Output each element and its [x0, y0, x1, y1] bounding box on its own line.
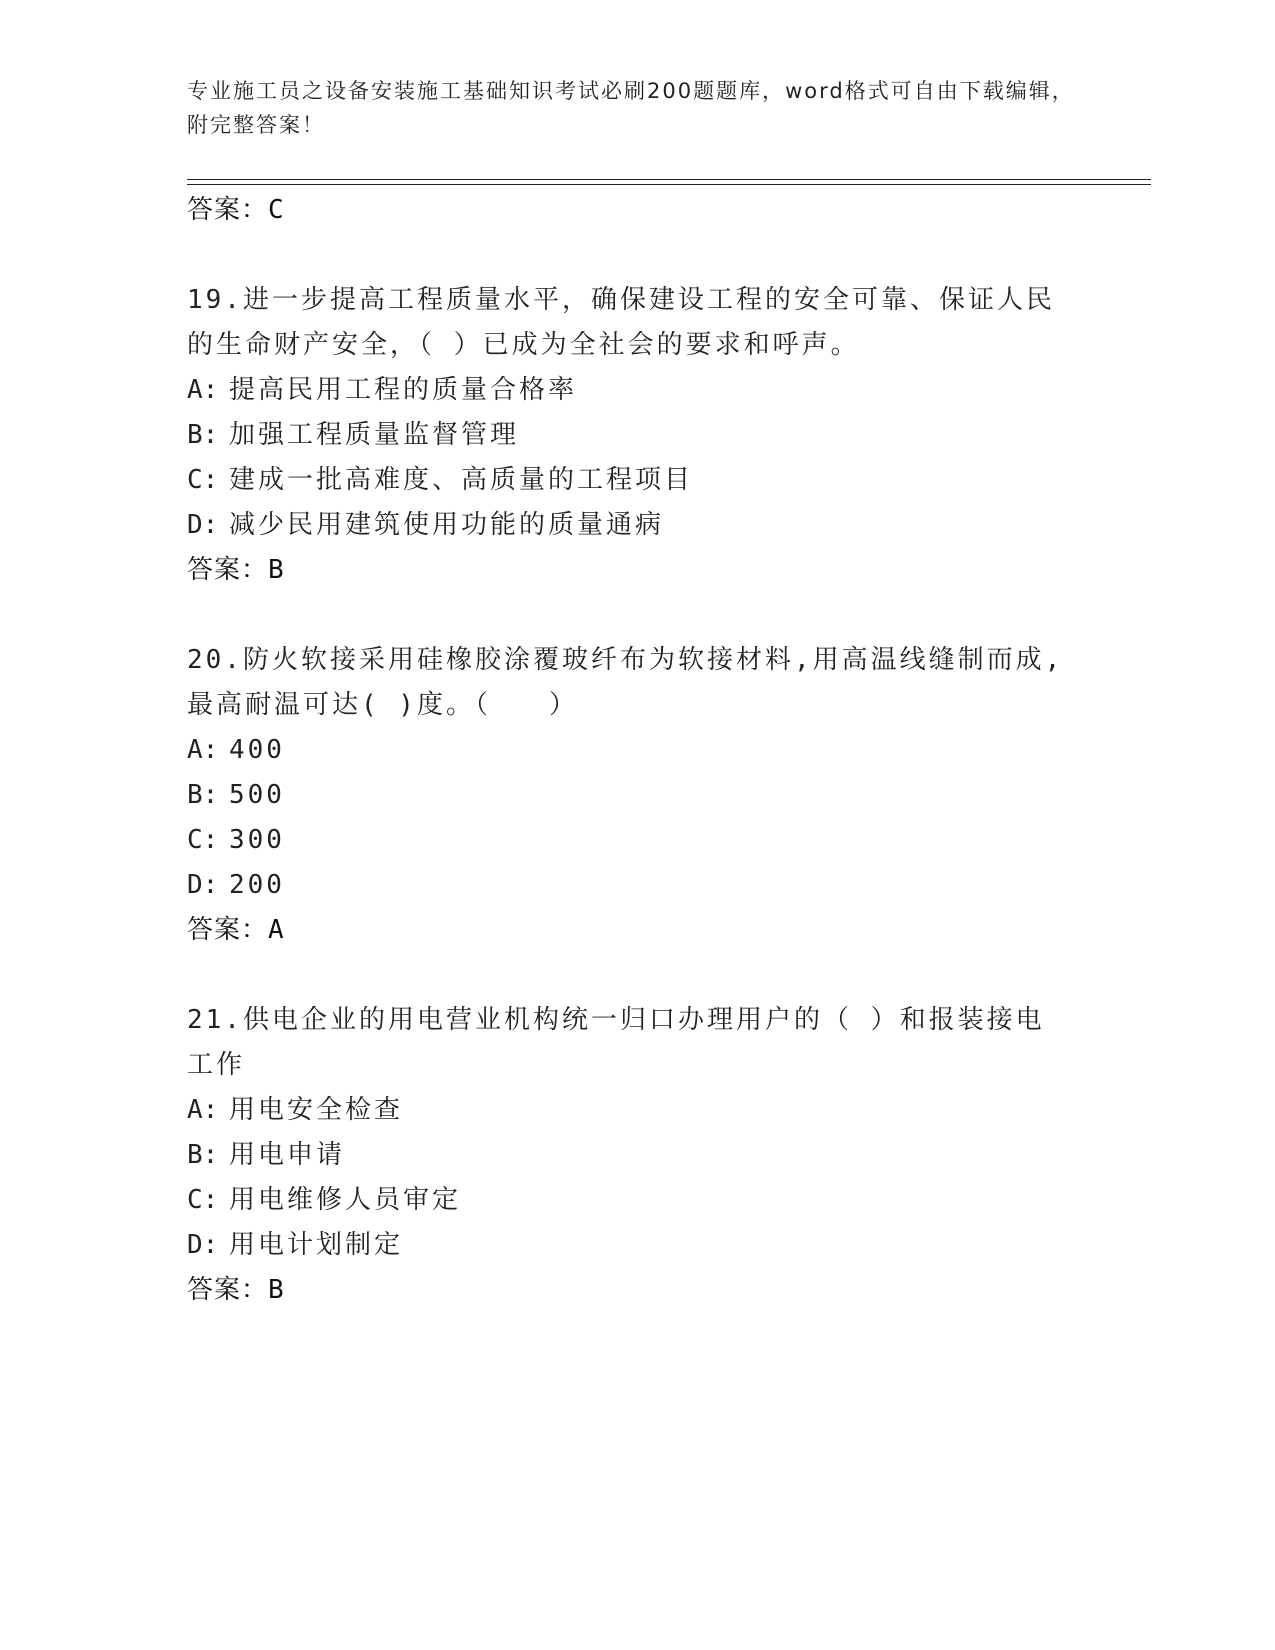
question-19 — [187, 278, 1087, 593]
option-b — [187, 1133, 1087, 1178]
answer-label: 答案： — [187, 915, 269, 945]
option-c — [187, 1178, 1087, 1223]
spacer — [187, 233, 1087, 278]
option-c — [187, 458, 1087, 503]
option-c — [187, 818, 1087, 863]
option-text: 减少民用建筑使用功能的质量通病 — [229, 510, 665, 540]
answer-label: 答案： — [187, 1275, 269, 1305]
option-key: A: — [187, 1095, 219, 1125]
answer-line — [187, 908, 1087, 953]
option-text: 加强工程质量监督管理 — [229, 420, 520, 450]
answer-line — [187, 548, 1087, 593]
option-key: A: — [187, 375, 219, 405]
option-key: D: — [187, 510, 219, 540]
option-text: 200 — [229, 870, 285, 900]
option-key: B: — [187, 780, 219, 810]
option-text: 提高民用工程的质量合格率 — [229, 375, 578, 405]
option-text: 300 — [229, 825, 285, 855]
option-b — [187, 773, 1087, 818]
option-key: D: — [187, 1230, 219, 1260]
option-key: C: — [187, 465, 219, 495]
answer-value: B — [268, 555, 285, 585]
option-d — [187, 503, 1087, 548]
document-header: 专业施工员之设备安装施工基础知识考试必刷200题题库，word格式可自由下载编辑，附完整答案！ — [187, 79, 1075, 137]
answer-line — [187, 1268, 1087, 1313]
option-a — [187, 728, 1087, 773]
option-text: 用电申请 — [229, 1140, 346, 1170]
option-a — [187, 1088, 1087, 1133]
question-text: 21.供电企业的用电营业机构统一归口办理用户的（ ）和报装接电工作 — [187, 1005, 1045, 1080]
header-rule-top — [187, 179, 1151, 180]
option-key: C: — [187, 1185, 219, 1215]
option-text: 400 — [229, 735, 285, 765]
spacer — [187, 953, 1087, 998]
spacer — [187, 593, 1087, 638]
option-key: B: — [187, 1140, 219, 1170]
option-text: 用电维修人员审定 — [229, 1185, 462, 1215]
option-a — [187, 368, 1087, 413]
header-rule-bottom — [187, 184, 1151, 185]
question-text: 19.进一步提高工程质量水平，确保建设工程的安全可靠、保证人民的生命财产安全，（ ）已成为全社会的要求和呼声。 — [187, 285, 1055, 360]
answer-value: B — [268, 1275, 285, 1305]
question-list — [187, 188, 1087, 1313]
option-d — [187, 863, 1087, 908]
option-key: C: — [187, 825, 219, 855]
answer-label: 答案： — [187, 195, 269, 225]
option-text: 用电计划制定 — [229, 1230, 404, 1260]
option-key: D: — [187, 870, 219, 900]
answer-value: A — [268, 915, 285, 945]
answer-value: C — [268, 195, 285, 225]
option-key: B: — [187, 420, 219, 450]
answer-label: 答案： — [187, 555, 269, 585]
question-21 — [187, 998, 1087, 1313]
question-20 — [187, 638, 1087, 953]
option-d — [187, 1223, 1087, 1268]
question-text: 20.防火软接采用硅橡胶涂覆玻纤布为软接材料,用高温线缝制而成,最高耐温可达( )度。（ ） — [187, 645, 1064, 720]
option-key: A: — [187, 735, 219, 765]
option-text: 建成一批高难度、高质量的工程项目 — [229, 465, 694, 495]
option-text: 用电安全检查 — [229, 1095, 404, 1125]
answer-line — [187, 188, 1087, 233]
option-b — [187, 413, 1087, 458]
option-text: 500 — [229, 780, 285, 810]
